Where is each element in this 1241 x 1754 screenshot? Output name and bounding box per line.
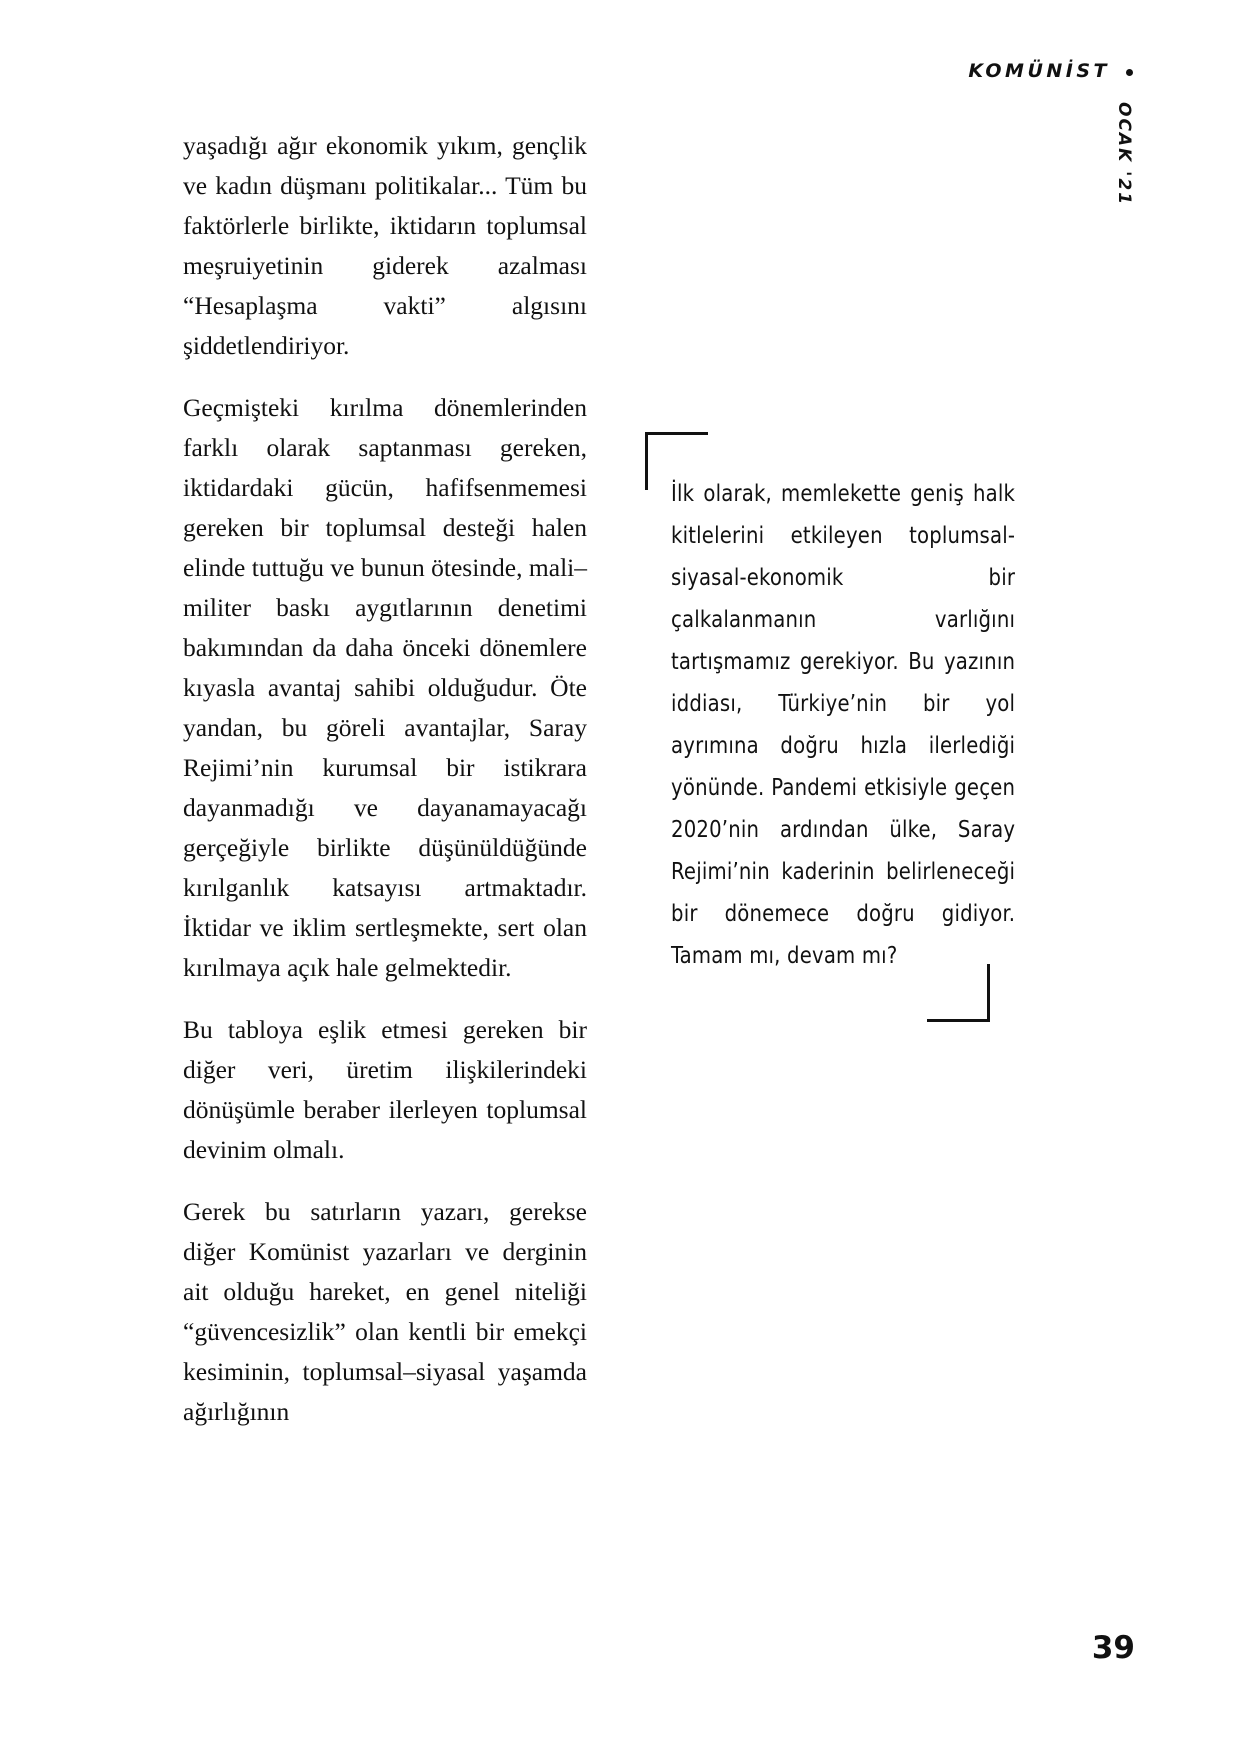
body-paragraph: Gerek bu satırların yazarı, gerekse diğer Komünist yazarları ve derginin ait olduğu hareket, en genel niteliği “güvencesizlik” olan kentli bir emekçi kesiminin, toplumsal–siyasal yaşamda ağırlığının xyxy=(183,1197,587,1426)
pull-quote xyxy=(645,432,1016,1022)
running-header xyxy=(968,62,1133,81)
body-paragraph: yaşadığı ağır ekonomik yıkım, gençlik ve kadın düşmanı politikalar... Tüm bu faktörlerle birlikte, iktidarın toplumsal meşruiyetinin giderek azalması “Hesaplaşma vakti” algısını şiddetlendiriyor. xyxy=(183,131,587,360)
header-dot-icon xyxy=(1126,69,1133,76)
publication-title: KOMÜNİST xyxy=(968,60,1110,82)
page-number: 39 xyxy=(1091,1630,1135,1666)
body-paragraph: Bu tabloya eşlik etmesi gereken bir diğer veri, üretim ilişkilerindeki dönüşümle beraber ilerleyen toplumsal devinim olmalı. xyxy=(183,1015,587,1164)
pull-quote-text: İlk olarak, memlekette geniş halk kitlelerini etkileyen toplumsal-siyasal-ekonomik bir çalkalanmanın varlığını tartışmamız gerekiyor. Bu yazının iddiası, Türkiye’nin bir yol ayrımına doğru hızla ilerlediği yönünde. Pandemi etkisiyle geçen 2020’nin ardından ülke, Saray Rejimi’nin kaderinin belirleneceği bir dönemece doğru gidiyor. Tamam mı, devam mı? xyxy=(671,479,1016,969)
issue-date: OCAK '21 xyxy=(1114,102,1134,207)
main-text-column xyxy=(183,126,587,1432)
body-paragraph: Geçmişteki kırılma dönemlerinden farklı olarak saptanması gereken, iktidardaki gücün, hafifsenmemesi gereken bir toplumsal desteği halen elinde tuttuğu ve bunun ötesinde, mali–militer baskı aygıtlarının denetimi bakımından da daha önceki dönemlere kıyasla avantaj sahibi olduğudur. Öte yandan, bu göreli avantajlar, Saray Rejimi’nin kurumsal bir istikrara dayanmadığı ve dayanamayacağı gerçeğiyle birlikte düşünüldüğünde kırılganlık katsayısı artmaktadır. İktidar ve iklim sertleşmekte, sert olan kırılmaya açık hale gelmektedir. xyxy=(183,393,587,982)
